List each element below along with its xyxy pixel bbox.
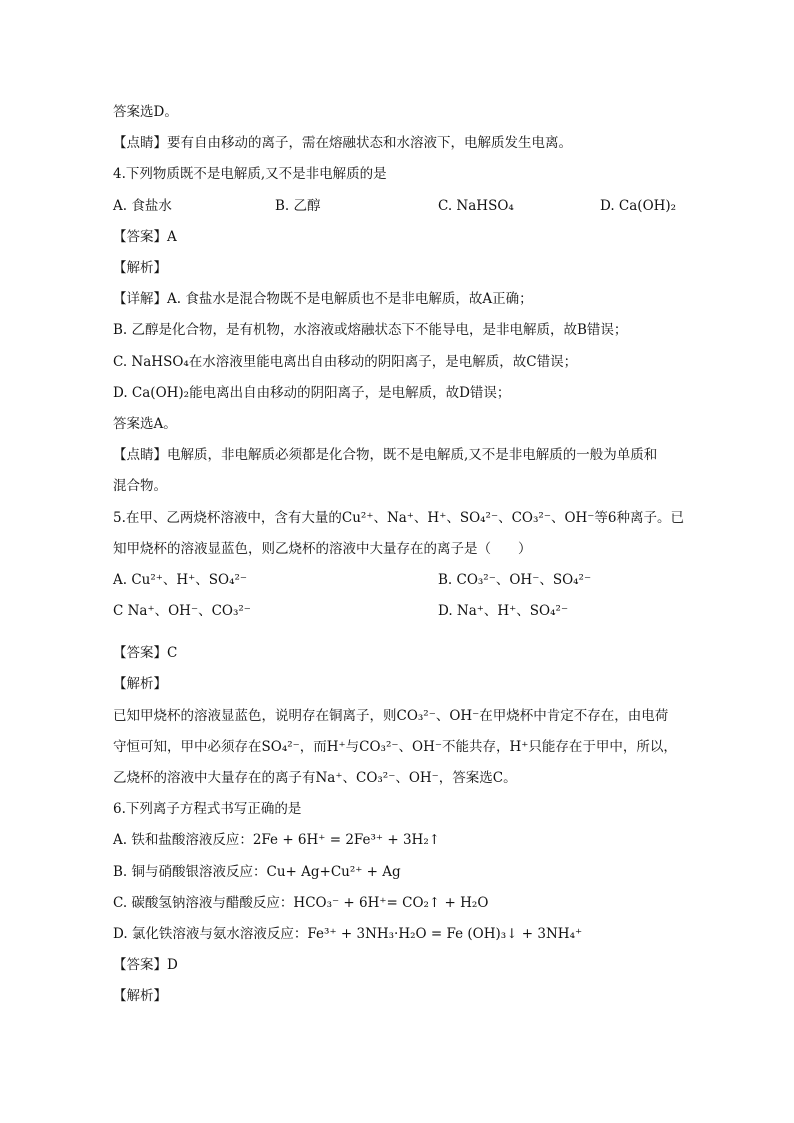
- question-5-stem-2: 知甲烧杯的溶液显蓝色，则乙烧杯的溶液中大量存在的离子是（ ）: [113, 541, 532, 557]
- q4-analysis-heading: 【解析】: [113, 260, 167, 276]
- q6-answer: 【答案】D: [113, 957, 178, 973]
- answer-prev-line: 答案选D。: [113, 104, 178, 120]
- q5-analysis-line-2: 守恒可知，甲中必须存在SO₄²⁻，而H⁺与CO₃²⁻、OH⁻不能共存，H⁺只能存在于甲中，所以，: [113, 739, 677, 755]
- tip-line: 【点睛】要有自由移动的离子，需在熔融状态和水溶液下，电解质发生电离。: [113, 135, 572, 151]
- q4-option-d: D. Ca(OH)₂: [600, 198, 677, 214]
- q4-detail-d: D. Ca(OH)₂能电离出自由移动的阴阳离子，是电解质，故D错误；: [113, 385, 511, 401]
- q4-option-c: C. NaHSO₄: [438, 198, 514, 214]
- question-5-stem-1: 5.在甲、乙两烧杯溶液中，含有大量的Cu²⁺、Na⁺、H⁺、SO₄²⁻、CO₃²⁻、OH⁻等6种离子。已: [113, 510, 684, 526]
- question-4-stem: 4.下列物质既不是电解质,又不是非电解质的是: [113, 166, 387, 182]
- q4-detail-b: B. 乙醇是化合物，是有机物，水溶液或熔融状态下不能导电，是非电解质，故B错误；: [113, 322, 628, 338]
- q4-answer-choice: 答案选A。: [113, 416, 177, 432]
- q4-answer: 【答案】A: [113, 229, 177, 245]
- q6-option-a: A. 铁和盐酸溶液反应：2Fe + 6H⁺ = 2Fe³⁺ + 3H₂↑: [113, 832, 441, 848]
- q6-option-d: D. 氯化铁溶液与氨水溶液反应：Fe³⁺ + 3NH₃·H₂O = Fe (OH)₃↓ + 3NH₄⁺: [113, 926, 583, 942]
- question-6-stem: 6.下列离子方程式书写正确的是: [113, 801, 302, 817]
- q4-detail-c: C. NaHSO₄在水溶液里能电离出自由移动的阴阳离子，是电解质，故C错误；: [113, 354, 578, 370]
- q6-analysis-heading: 【解析】: [113, 988, 167, 1004]
- q5-analysis-line-1: 已知甲烧杯的溶液显蓝色，说明存在铜离子，则CO₃²⁻、OH⁻在甲烧杯中肯定不存在，由电荷: [113, 708, 669, 724]
- q5-option-b: B. CO₃²⁻、OH⁻、SO₄²⁻: [438, 572, 592, 588]
- q4-option-b: B. 乙醇: [275, 198, 321, 214]
- q4-tip-line-1: 【点睛】电解质，非电解质必须都是化合物，既不是电解质,又不是非电解质的一般为单质和: [113, 447, 658, 463]
- q5-option-a: A. Cu²⁺、H⁺、SO₄²⁻: [113, 572, 248, 588]
- q6-option-c: C. 碳酸氢钠溶液与醋酸反应：HCO₃⁻ + 6H⁺= CO₂↑ + H₂O: [113, 895, 489, 911]
- q5-analysis-heading: 【解析】: [113, 676, 167, 692]
- q4-tip-line-2: 混合物。: [113, 478, 167, 494]
- q6-option-b: B. 铜与硝酸银溶液反应：Cu+ Ag+Cu²⁺ + Ag: [113, 864, 401, 880]
- q4-option-a: A. 食盐水: [113, 198, 172, 214]
- q4-detail-a: 【详解】A. 食盐水是混合物既不是电解质也不是非电解质，故A正确；: [113, 291, 533, 307]
- q5-analysis-line-3: 乙烧杯的溶液中大量存在的离子有Na⁺、CO₃²⁻、OH⁻，答案选C。: [113, 770, 517, 786]
- q5-option-d: D. Na⁺、H⁺、SO₄²⁻: [438, 603, 569, 619]
- q5-option-c: C Na⁺、OH⁻、CO₃²⁻: [113, 603, 251, 619]
- q5-answer: 【答案】C: [113, 645, 178, 661]
